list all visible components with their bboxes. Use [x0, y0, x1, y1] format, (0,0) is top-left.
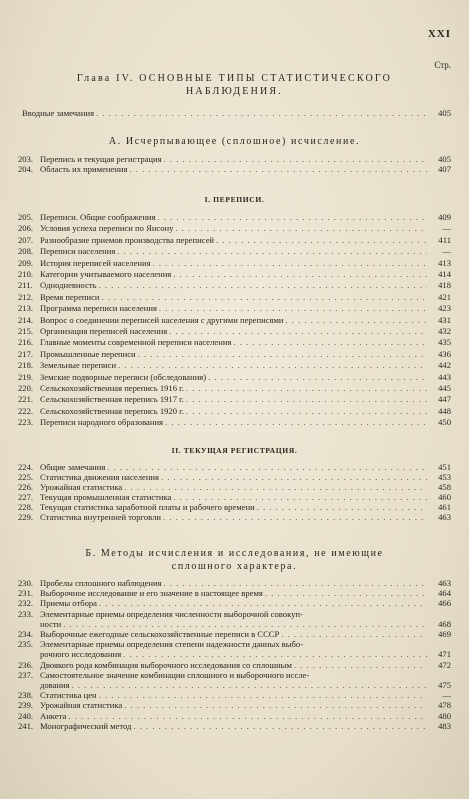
toc-entry	[18, 292, 451, 302]
section-b-title-line1: Б. Методы исчисления и исследования, не имеющие	[85, 548, 384, 559]
dot-leader	[233, 337, 427, 347]
toc-entry	[18, 578, 451, 588]
toc-entry-number: 227.	[18, 492, 34, 502]
toc-entry-title: Вопрос о соединении переписей населения с другими переписями	[40, 314, 284, 325]
toc-entry-page: 463	[438, 512, 451, 522]
toc-entry	[18, 512, 451, 522]
toc-entry	[18, 235, 451, 245]
toc-entry	[18, 280, 451, 290]
toc-entry-page: 469	[438, 629, 451, 639]
toc-entry-page: 468	[438, 618, 451, 629]
toc-entry-title: Элементарные приемы определения численности выборочной совокуп-	[40, 608, 303, 619]
toc-entry-number: 216.	[18, 337, 34, 348]
toc-entry-page: 407	[438, 164, 451, 174]
toc-entry-title: ности	[40, 618, 62, 629]
toc-entry-title: Переписи. Общие соображения	[40, 212, 156, 222]
toc-entry-number: 231.	[18, 588, 34, 599]
toc-entry-page: 405	[438, 108, 451, 118]
dot-leader	[159, 303, 427, 313]
toc-entry-page: 409	[438, 212, 451, 222]
toc-entry-number: 223.	[18, 417, 34, 428]
chapter-title-line2: НАБЛЮДЕНИЯ.	[186, 86, 283, 97]
toc-entry-title: Разнообразие приемов производства переписей	[40, 234, 215, 245]
toc-entry-title: Переписи населения	[40, 246, 116, 257]
toc-entry	[18, 629, 451, 639]
toc-entry-title: Урожайная статистика	[40, 700, 123, 711]
toc-entry-page: —	[442, 246, 451, 257]
toc-entry	[18, 482, 451, 492]
dot-leader	[265, 588, 427, 598]
toc-entry-number: 228.	[18, 502, 34, 512]
subsection-censuses-title: I. ПЕРЕПИСИ.	[204, 195, 265, 204]
dot-leader	[129, 164, 427, 174]
toc-entry-title: Промышленные переписи	[40, 348, 136, 359]
dot-leader	[161, 472, 427, 482]
toc-entry-intro	[22, 108, 451, 118]
toc-entry	[18, 588, 451, 598]
toc-entry-number: 210.	[18, 269, 34, 279]
toc-entry	[18, 670, 451, 680]
dot-leader	[133, 721, 427, 731]
toc-entry-title: Вводные замечания	[22, 108, 95, 118]
toc-entry-title: Статистика движения населения	[40, 472, 159, 482]
toc-entry-number: 212.	[18, 291, 34, 302]
toc-entry-title: Общие замечания	[40, 462, 106, 472]
toc-entry	[18, 462, 451, 472]
toc-entry-page: 450	[438, 417, 451, 428]
dot-leader	[72, 680, 427, 690]
toc-entry-title: Сельскохозяйственная перепись 1916 г.	[40, 383, 184, 393]
dot-leader	[294, 660, 427, 670]
toc-entry-title: Программа переписи населения	[40, 303, 157, 314]
dot-leader	[305, 639, 427, 649]
toc-entry-page: 442	[438, 360, 451, 371]
toc-entry-number: 205.	[18, 212, 34, 222]
section-b-title-line2: сплошного характера.	[171, 561, 298, 572]
page-column-label: Стр.	[434, 60, 451, 70]
toc-entry-page: 445	[438, 383, 451, 393]
toc-entry-page: 405	[438, 154, 451, 164]
dot-leader	[311, 670, 427, 680]
toc-entry	[18, 690, 451, 700]
toc-entry	[18, 246, 451, 256]
toc-entry-page: 443	[438, 371, 451, 382]
dot-leader	[186, 394, 427, 404]
toc-entry-title: Главные моменты современной переписи населения	[40, 337, 232, 348]
toc-entry-page: 458	[438, 482, 451, 492]
dot-leader	[216, 235, 427, 245]
toc-entry	[18, 472, 451, 482]
toc-entry-title: Организация переписей населения	[40, 326, 168, 336]
toc-entry-page: 460	[438, 492, 451, 502]
toc-entry-number: 232.	[18, 598, 34, 609]
toc-entry	[18, 680, 451, 690]
toc-entry-page: 478	[438, 700, 451, 711]
toc-entry-number: 208.	[18, 246, 34, 257]
dot-leader	[124, 700, 427, 710]
toc-entry-number: 225.	[18, 472, 34, 482]
toc-entry-page	[429, 639, 451, 649]
toc-entry-page: 413	[438, 257, 451, 268]
toc-entry	[18, 598, 451, 608]
dot-leader	[63, 619, 427, 629]
dot-leader	[281, 629, 427, 639]
toc-entry-number: 230.	[18, 578, 34, 588]
subsection-current-registration-title: II. ТЕКУЩАЯ РЕГИСТРАЦИЯ.	[171, 446, 298, 455]
dot-leader	[99, 690, 427, 700]
dot-leader	[257, 502, 427, 512]
toc-entry	[18, 212, 451, 222]
toc-entry	[18, 349, 451, 359]
toc-entry	[18, 360, 451, 370]
toc-entry	[18, 164, 451, 174]
toc-entry-number	[18, 619, 40, 629]
toc-entry-title: Сельскохозяйственная перепись 1920 г.	[40, 405, 184, 416]
toc-entry-page: 431	[438, 314, 451, 325]
toc-entry-number: 215.	[18, 326, 34, 336]
toc-entry	[18, 337, 451, 347]
toc-entry-title: Элементарные приемы определения степени надежности данных выбо-	[40, 639, 304, 650]
toc-entry-title: Самостоятельное значение комбинации сплошного и выборочного иссле-	[40, 669, 310, 680]
toc-entry-number: 236.	[18, 659, 34, 670]
toc-entry-number	[18, 649, 40, 659]
toc-entry-number: 213.	[18, 303, 34, 314]
toc-entry-title: Выборочные ежегодные сельскохозяйственные переписи в СССР	[40, 629, 280, 639]
toc-entry-title: Статистика внутренней торговли	[40, 512, 161, 522]
toc-entry-number: 234.	[18, 629, 34, 639]
toc-entry-page: 436	[438, 348, 451, 359]
chapter-title	[20, 72, 449, 98]
toc-entry-page: 472	[438, 659, 451, 670]
toc-entry-title: Перепись и текущая регистрация	[40, 154, 162, 164]
toc-entry-page: —	[442, 223, 451, 234]
toc-entry-number: 211.	[18, 280, 33, 291]
dot-leader	[96, 108, 427, 118]
toc-entry-title: Область их применения	[40, 164, 128, 174]
toc-entry-page: 463	[438, 578, 451, 588]
toc-entry-page: 411	[438, 234, 451, 245]
toc-entry-title: Условия успеха переписи по Янсону	[40, 223, 174, 234]
dot-leader	[124, 482, 427, 492]
toc-entry-number: 217.	[18, 348, 34, 359]
toc-entry-page: 464	[438, 588, 451, 599]
toc-entry-number: 229.	[18, 512, 34, 522]
toc-entry	[18, 258, 451, 268]
toc-entry-title: Время переписи	[40, 291, 100, 302]
dot-leader	[305, 609, 427, 619]
toc-entry	[18, 700, 451, 710]
toc-entry-title: Пробелы сплошного наблюдения	[40, 578, 162, 588]
toc-entry-title: Однодневность	[40, 280, 97, 291]
toc-entry-number: 219.	[18, 371, 34, 382]
toc-entry	[18, 406, 451, 416]
toc-entry	[18, 649, 451, 659]
toc-entry-title: Текущая статистика заработной платы и рабочего времени	[40, 502, 255, 512]
toc-entry	[18, 383, 451, 393]
toc-entry-number: 203.	[18, 154, 34, 164]
toc-entry-number: 214.	[18, 314, 34, 325]
toc-entry	[18, 394, 451, 404]
toc-entry	[18, 223, 451, 233]
chapter-title-line1: Глава IV. ОСНОВНЫЕ ТИПЫ СТАТИСТИЧЕСКОГО	[76, 73, 393, 84]
toc-entry-page: 471	[438, 649, 451, 660]
toc-entry-page: 466	[438, 598, 451, 609]
toc-entry-title: История переписей населения	[40, 257, 151, 268]
toc-entry-title: Двоякого рода комбинация выборочного исследования со сплошным	[40, 659, 292, 670]
toc-entry-title: Текущая промышленная статистика	[40, 492, 172, 502]
dot-leader	[68, 711, 427, 721]
dot-leader	[186, 383, 427, 393]
toc-entry	[18, 326, 451, 336]
toc-entry-number	[18, 680, 40, 690]
toc-entry-number: 235.	[18, 639, 34, 650]
toc-entry	[18, 492, 451, 502]
dot-leader	[117, 246, 427, 256]
toc-entry-page: 453	[438, 472, 451, 482]
toc-entry-number: 226.	[18, 482, 34, 492]
toc-entry-title: Выборочное исследование и его значение в настоящее время	[40, 588, 263, 599]
dot-leader	[208, 372, 427, 382]
dot-leader	[164, 578, 427, 588]
toc-entry-page: —	[442, 690, 451, 701]
page-number: XXI	[427, 28, 451, 40]
toc-entry-title: Монографический метод	[40, 720, 132, 731]
toc-entry-page: 483	[438, 720, 451, 731]
toc-entry-number: 207.	[18, 234, 34, 245]
toc-entry-page: 421	[438, 291, 451, 302]
dot-leader	[165, 417, 427, 427]
toc-entry-title: дования	[40, 680, 70, 690]
toc-entry-number: 239.	[18, 700, 34, 711]
section-b-title	[24, 547, 445, 573]
dot-leader	[138, 349, 427, 359]
toc-entry	[18, 660, 451, 670]
toc-entry	[18, 269, 451, 279]
toc-entry-number: 224.	[18, 462, 34, 472]
toc-entry	[18, 315, 451, 325]
dot-leader	[153, 258, 427, 268]
toc-entry-title: Переписи народного образования	[40, 417, 164, 428]
toc-entry-title: Категории учитываемого населения	[40, 269, 172, 279]
toc-entry-page: 451	[438, 462, 451, 472]
toc-entry-number: 240.	[18, 710, 34, 721]
dot-leader	[286, 315, 428, 325]
dot-leader	[102, 292, 427, 302]
toc-entry	[18, 639, 451, 649]
toc-entry-page: 480	[438, 710, 451, 721]
toc-entry-page	[429, 609, 451, 619]
dot-leader	[157, 212, 427, 222]
toc-entry	[18, 372, 451, 382]
toc-entry-number: 238.	[18, 690, 34, 701]
toc-entry-title: Урожайная статистика	[40, 482, 123, 492]
toc-entry-number: 222.	[18, 405, 34, 416]
toc-entry-number: 218.	[18, 360, 34, 371]
toc-entry	[18, 721, 451, 731]
toc-entry-number: 221.	[18, 394, 34, 405]
toc-entry-number: 233.	[18, 608, 34, 619]
toc-entry-number: 204.	[18, 164, 34, 174]
toc-entry-page: 414	[438, 269, 451, 279]
toc-entry-number: 220.	[18, 383, 34, 393]
toc-entry-page: 418	[438, 280, 451, 291]
toc-entry	[18, 303, 451, 313]
toc-entry	[18, 619, 451, 629]
toc-entry-page: 432	[438, 326, 451, 336]
dot-leader	[173, 492, 427, 502]
dot-leader	[118, 360, 427, 370]
dot-leader	[99, 598, 427, 608]
dot-leader	[163, 512, 427, 522]
toc-entry-title: Приемы отбора	[40, 598, 97, 609]
toc-entry-title: Анкета	[40, 710, 67, 721]
dot-leader	[164, 154, 427, 164]
toc-entry-page: 461	[438, 502, 451, 512]
dot-leader	[186, 406, 427, 416]
toc-entry	[18, 417, 451, 427]
toc-entry-title: Земские подворные переписи (обследования)	[40, 371, 207, 382]
dot-leader	[123, 649, 427, 659]
dot-leader	[99, 280, 427, 290]
toc-entry-page: 423	[438, 303, 451, 314]
toc-entry-number: 241.	[18, 720, 34, 731]
toc-entry-number: 206.	[18, 223, 34, 234]
toc-entry-page: 447	[438, 394, 451, 405]
toc-entry-title: Сельскохозяйственная перепись 1917 г.	[40, 394, 184, 405]
dot-leader	[169, 326, 427, 336]
toc-entry-page: 475	[438, 680, 451, 690]
toc-entry-number: 209.	[18, 257, 34, 268]
section-a-title: А. Исчерпывающее (сплошное) исчисление.	[108, 136, 361, 147]
toc-entry	[18, 502, 451, 512]
toc-entry-page: 448	[438, 405, 451, 416]
toc-entry-page	[429, 670, 451, 680]
toc-entry	[18, 154, 451, 164]
dot-leader	[175, 223, 427, 233]
toc-entry	[18, 711, 451, 721]
toc-entry	[18, 609, 451, 619]
toc-entry-number: 237.	[18, 669, 34, 680]
toc-entry-title: Земельные переписи	[40, 360, 117, 371]
toc-entry-page: 435	[438, 337, 451, 348]
toc-entry-title: рочного исследования	[40, 649, 122, 660]
dot-leader	[107, 462, 427, 472]
toc-entry-title: Статистика цен	[40, 690, 97, 701]
dot-leader	[173, 269, 427, 279]
